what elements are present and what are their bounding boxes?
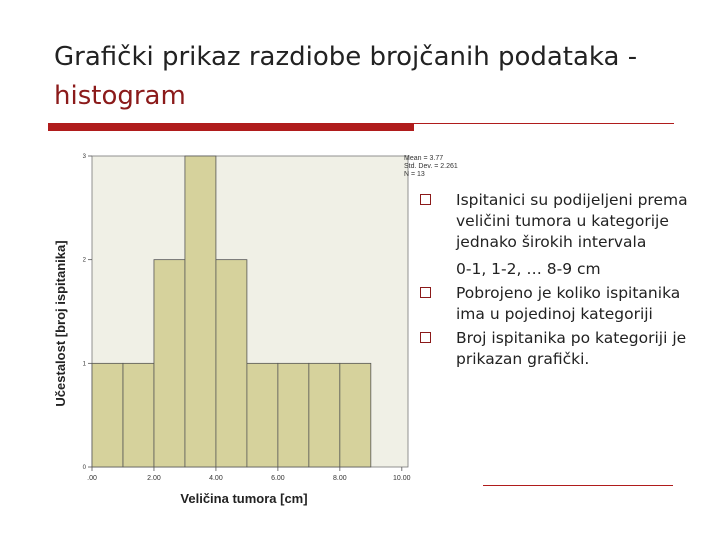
- histogram-bar: [278, 363, 309, 467]
- bullet-text: Broj ispitanika po kategoriji je prikazan grafički.: [456, 329, 687, 368]
- square-bullet-icon: [420, 287, 431, 298]
- histogram-bar: [340, 363, 371, 467]
- title-rule-thick: [48, 123, 414, 131]
- histogram-bar: [247, 363, 278, 467]
- bullet-item: [420, 328, 710, 370]
- histogram-bar: [216, 260, 247, 467]
- slide-title: [54, 38, 694, 116]
- stat-n: N = 13: [404, 171, 425, 178]
- histogram-bar: [154, 260, 185, 467]
- x-tick-label: 6.00: [271, 475, 285, 482]
- x-tick-label: .00: [87, 475, 97, 482]
- y-tick-label: 2: [82, 257, 86, 264]
- histogram-bar: [123, 363, 154, 467]
- bullet-text: Pobrojeno je koliko ispitanika ima u pojedinoj kategoriji: [456, 284, 681, 323]
- square-bullet-icon: [420, 194, 431, 205]
- y-axis-label: Učestalost [broj ispitanika]: [53, 240, 68, 407]
- title-line-1: Grafički prikaz razdiobe brojčanih podataka -: [54, 42, 638, 72]
- y-tick-label: 0: [82, 465, 86, 471]
- stat-std-dev: Std. Dev. = 2.261: [404, 163, 458, 170]
- stat-mean: Mean = 3.77: [404, 155, 444, 162]
- histogram-bar: [309, 363, 340, 467]
- y-tick-label: 1: [82, 361, 86, 368]
- title-line-2: histogram: [54, 81, 186, 111]
- bullet-text: Ispitanici su podijeljeni prema veličini tumora u kategorije jednako širokih intervala: [456, 191, 688, 251]
- x-tick-label: 4.00: [209, 475, 223, 482]
- bullet-continuation: 0-1, 1-2, … 8-9 cm: [456, 260, 601, 278]
- histogram-bar: [92, 363, 123, 467]
- bullet-item: [420, 190, 710, 253]
- title-rule-thin: [414, 123, 674, 124]
- footer-rule: [483, 485, 673, 486]
- bullet-item: [420, 283, 710, 325]
- bullet-list: [420, 190, 710, 373]
- chart-stats: [404, 155, 458, 179]
- square-bullet-icon: [420, 332, 431, 343]
- x-tick-label: 8.00: [333, 475, 347, 482]
- y-tick-label: 3: [82, 154, 86, 160]
- x-tick-label: 2.00: [147, 475, 161, 482]
- histogram-chart: [44, 140, 472, 512]
- x-axis-label: Veličina tumora [cm]: [180, 491, 308, 506]
- histogram-bar: [185, 156, 216, 467]
- x-tick-label: 10.00: [393, 475, 411, 482]
